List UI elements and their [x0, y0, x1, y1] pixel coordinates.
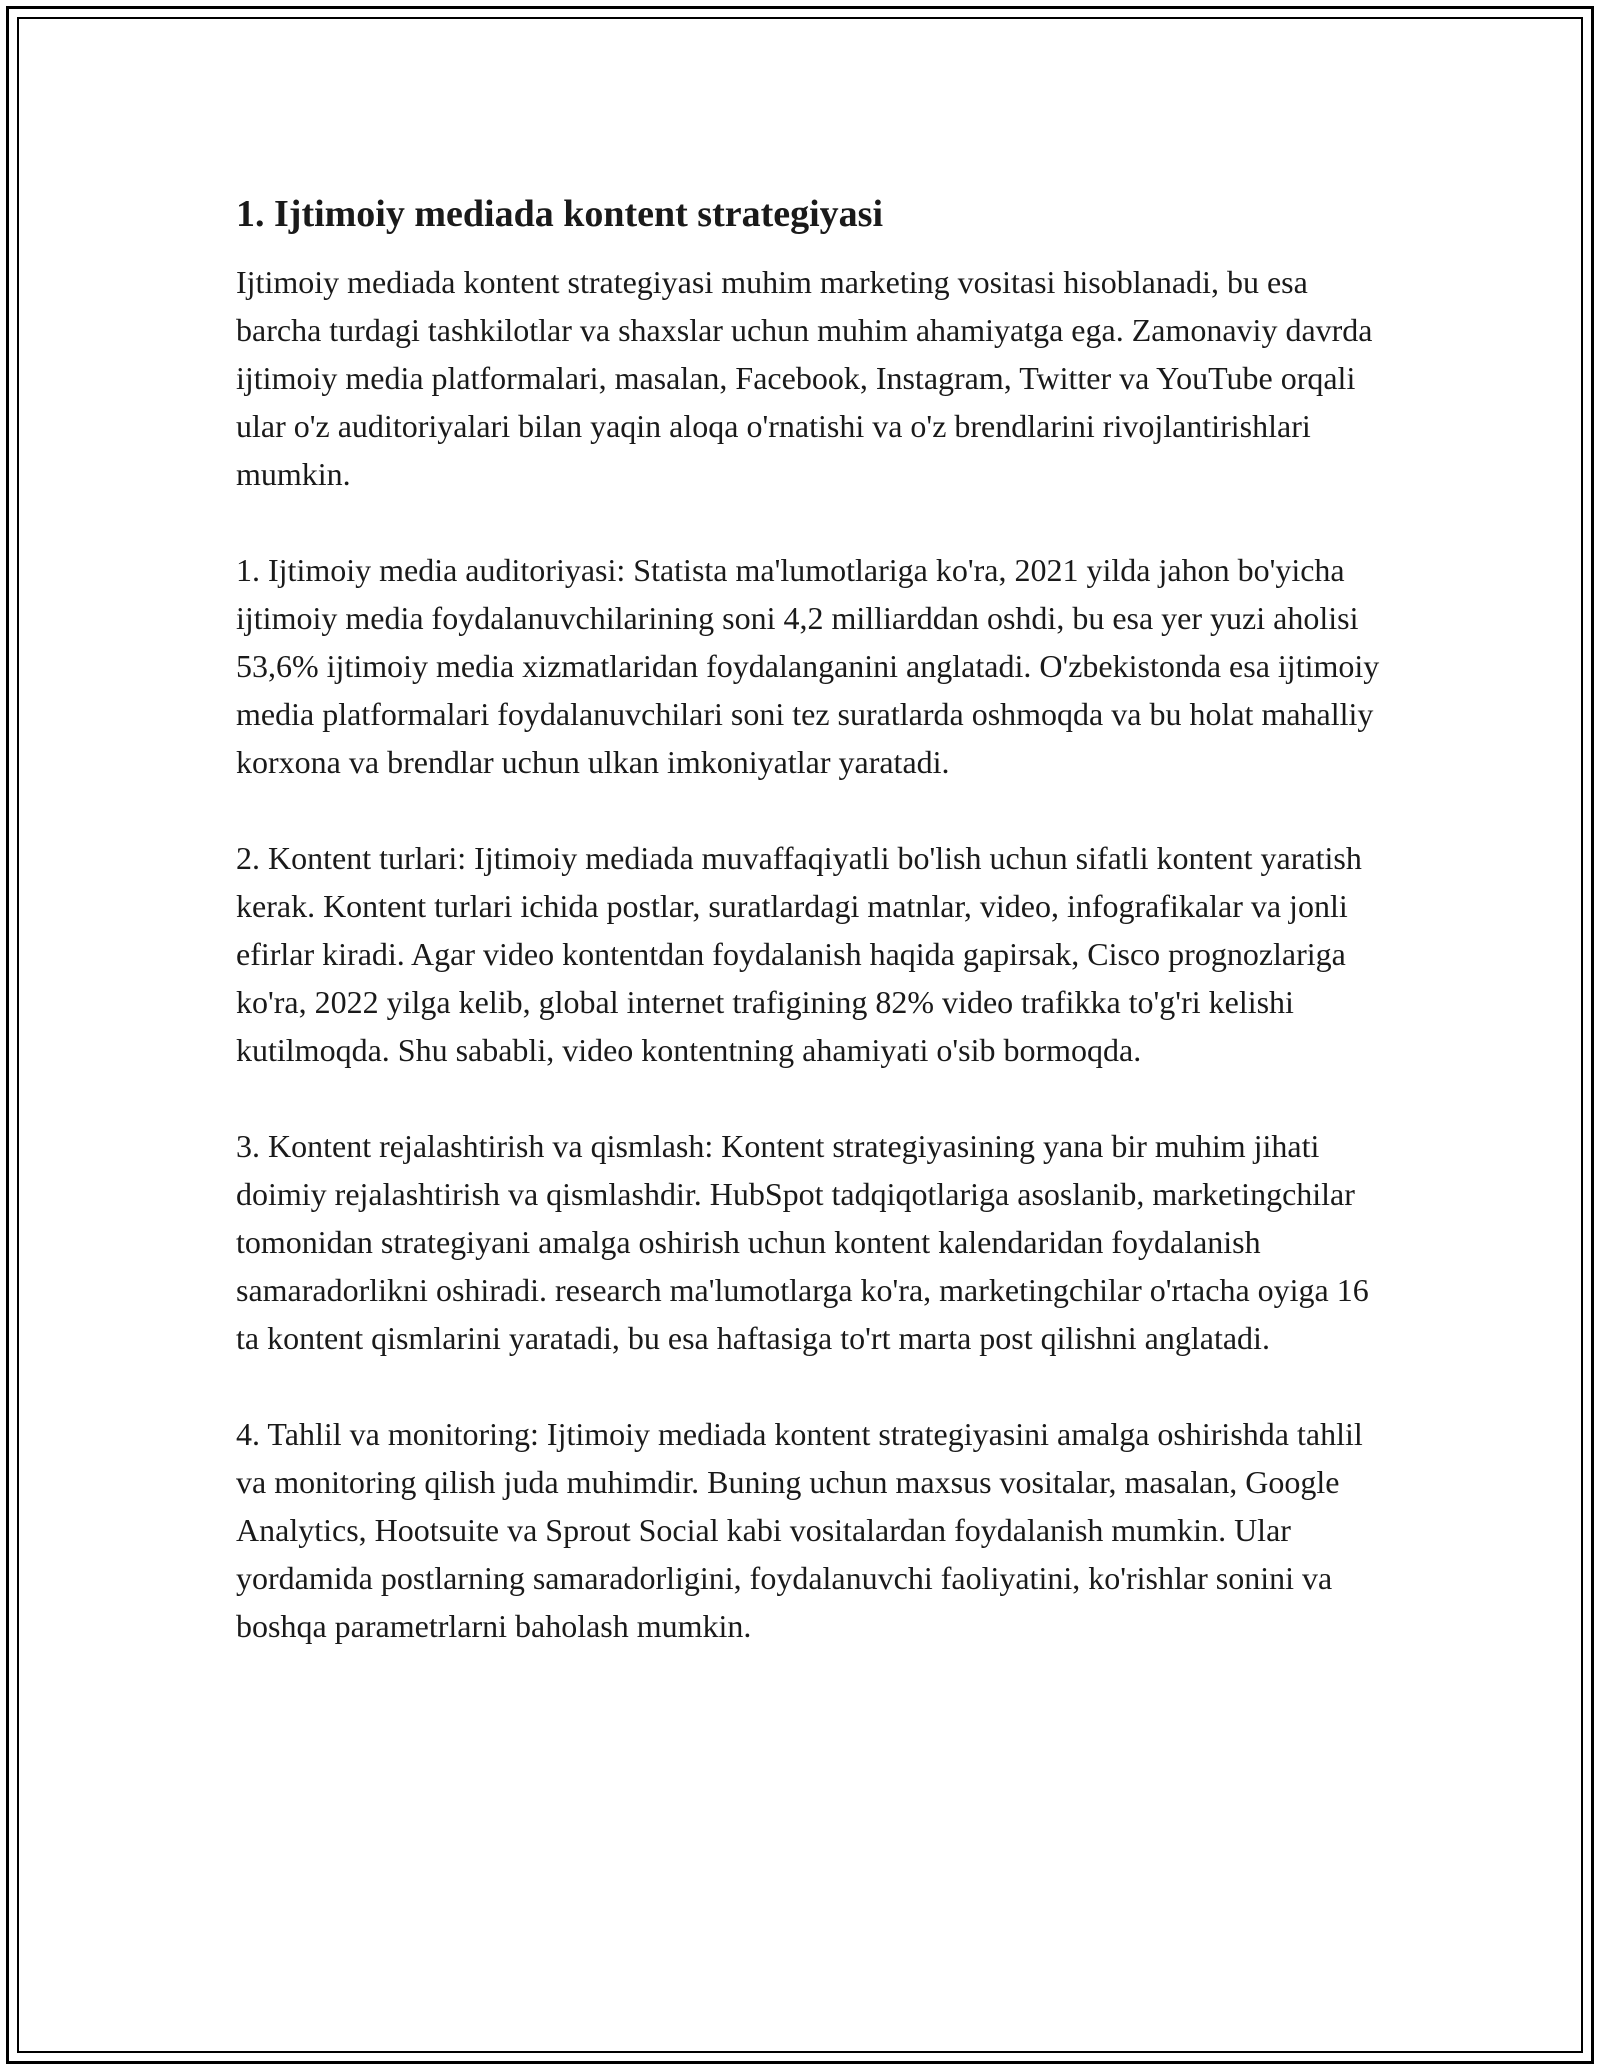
paragraph-planning: 3. Kontent rejalashtirish va qismlash: Kontent strategiyasining yana bir muhim jihati doimiy rejalashtirish va qismlashdir. HubSpot tadqiqotlariga asoslanib, marketingchilar tomonidan strategiyani amalga oshirish uchun kontent kalendaridan foydalanish samaradorlikni oshiradi. research ma'lumotlarga ko'ra, marketingchilar o'rtacha oyiga 16 ta kontent qismlarini yaratadi, bu esa haftasiga to'rt marta post qilishni anglatadi.	[236, 1128, 1369, 1356]
paragraph-content-types: 2. Kontent turlari: Ijtimoiy mediada muvaffaqiyatli bo'lish uchun sifatli kontent yaratish kerak. Kontent turlari ichida postlar, suratlardagi matnlar, video, infografikalar va jonli efirlar kiradi. Agar video kontentdan foydalanish haqida gapirsak, Cisco prognozlariga ko'ra, 2022 yilga kelib, global internet trafigining 82% video trafikka to'g'ri kelishi kutilmoqda. Shu sababli, video kontentning ahamiyati o'sib bormoqda.	[236, 840, 1362, 1068]
paragraph-analysis: 4. Tahlil va monitoring: Ijtimoiy mediada kontent strategiyasini amalga oshirishda tahlil va monitoring qilish juda muhimdir. Buning uchun maxsus vositalar, masalan, Google Analytics, Hootsuite va Sprout Social kabi vositalardan foydalanish mumkin. Ular yordamida postlarning samaradorligini, foydalanuvchi faoliyatini, ko'rishlar sonini va boshqa parametrlarni baholash mumkin.	[236, 1416, 1363, 1644]
paragraph-audience: 1. Ijtimoiy media auditoriyasi: Statista ma'lumotlariga ko'ra, 2021 yilda jahon bo'yicha ijtimoiy media foydalanuvchilarining soni 4,2 milliarddan oshdi, bu esa yer yuzi aholisi 53,6% ijtimoiy media xizmatlaridan foydalanganini anglatadi. O'zbekistonda esa ijtimoiy media platformalari foydalanuvchilari soni tez suratlarda oshmoqda va bu holat mahalliy korxona va brendlar uchun ulkan imkoniyatlar yaratadi.	[236, 552, 1380, 780]
document-title: 1. Ijtimoiy mediada kontent strategiyasi	[236, 193, 884, 235]
paragraph-intro: Ijtimoiy mediada kontent strategiyasi muhim marketing vositasi hisoblanadi, bu esa barcha turdagi tashkilotlar va shaxslar uchun muhim ahamiyatga ega. Zamonaviy davrda ijtimoiy media platformalari, masalan, Facebook, Instagram, Twitter va YouTube orqali ular o'z auditoriyalari bilan yaqin aloqa o'rnatishi va o'z brendlarini rivojlantirishlari mumkin.	[236, 264, 1373, 492]
document-body	[236, 186, 1386, 1698]
